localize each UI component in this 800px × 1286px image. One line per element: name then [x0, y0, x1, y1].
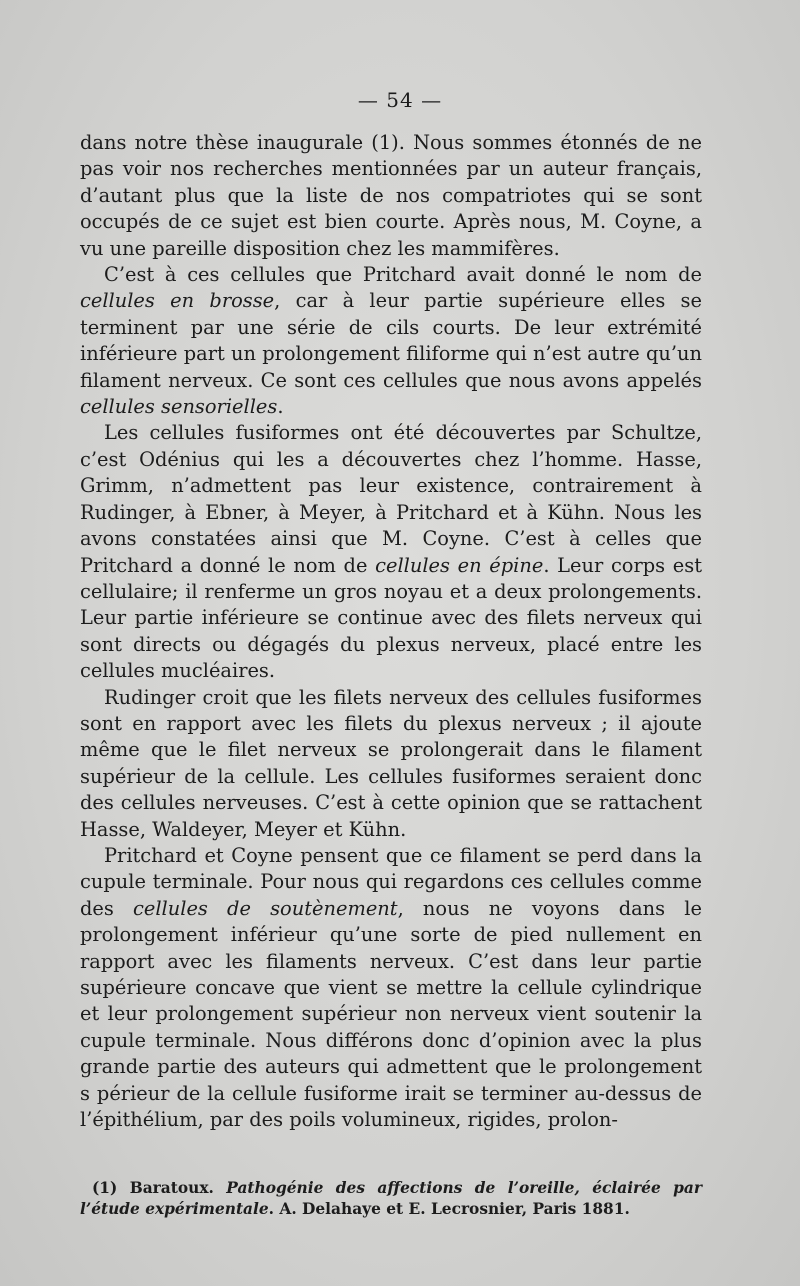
italic-text: cellules sensorielles: [80, 395, 278, 419]
text-run: dans notre thèse inaugurale (1). Nous sommes étonnés de ne pas voir nos recherches mentionnées par un auteur français, d’autant plus que la liste de nos compatriotes qui se sont occupés de ce sujet est bien courte. Après nous, M. Coyne, a vu une pareille disposition chez les mammifères.: [80, 131, 702, 260]
text-run: (1) Baratoux.: [92, 1179, 227, 1197]
text-run: . Leur corps est cellulaire; il renferme un gros noyau et a deux prolongements. Leur partie inférieure se continue avec des filets nerveux qui sont directs ou dégagés du plexus nerveux, placé entre les cellules mucléaires.: [80, 553, 703, 683]
paragraph: [80, 262, 702, 420]
paragraph: [80, 130, 702, 262]
paragraph: [80, 843, 702, 1133]
text-run: .: [277, 395, 284, 419]
body-text: [80, 130, 702, 1133]
italic-text: Pathogénie des affections de l’oreille, éclairée par l’étude expérimentale: [80, 1179, 702, 1218]
text-run: C’est à ces cellules que Pritchard avait donné le nom de: [104, 263, 702, 287]
paragraph: [80, 420, 702, 684]
text-run: , car à leur partie supérieure elles se terminent par une série de cils courts. De leur extrémité inférieure part un prolongement filiforme qui n’est autre qu’un filament nerveux. Ce sont ces cellules que nous avons appelés: [80, 289, 702, 392]
paragraph: [80, 685, 702, 843]
text-run: , nous ne voyons dans le prolongement inférieur qu’une sorte de pied nullement en rapport avec les filaments nerveux. C’est dans leur partie supérieure concave que vient se mettre la cellule cylindrique et leur prolongement supérieur non nerveux vient soutenir la cupule terminale. Nous différons donc d’opinion avec la plus grande partie des auteurs qui admettent que le prolongement s périeur de la cellule fusiforme irait se terminer au-dessus de l’épithélium, par des poils volumineux, rigides, prolon-: [80, 896, 702, 1132]
italic-text: cellules en brosse: [80, 289, 275, 313]
footnote: [80, 1178, 702, 1220]
text-run: Rudinger croit que les filets nerveux des cellules fusiformes sont en rapport avec les filets du plexus nerveux ; il ajoute même que le filet nerveux se prolongerait dans le filament supérieur de la cellule. Les cellules fusiformes seraient donc des cellules nerveuses. C’est à cette opinion que se rattachent Hasse, Waldeyer, Meyer et Kühn.: [80, 685, 702, 841]
text-run: Pritchard et Coyne pensent que ce filament se perd dans la cupule terminale. Pour nous qui regardons ces cellules comme des: [80, 843, 702, 920]
page-number: — 54 —: [357, 88, 443, 112]
italic-text: cellules de soutènement: [133, 896, 398, 920]
text-run: Les cellules fusiformes ont été découvertes par Schultze, c’est Odénius qui les a découvertes chez l’homme. Hasse, Grimm, n’admettent pas leur existence, contrairement à Rudinger, à Ebner, à Meyer, à Pritchard et à Kühn. Nous les avons constatées ainsi que M. Coyne. C’est à celles que Pritchard a donné le nom de: [80, 421, 702, 577]
italic-text: cellules en épine: [375, 553, 544, 577]
text-run: . A. Delahaye et E. Lecrosnier, Paris 1881.: [268, 1200, 630, 1218]
